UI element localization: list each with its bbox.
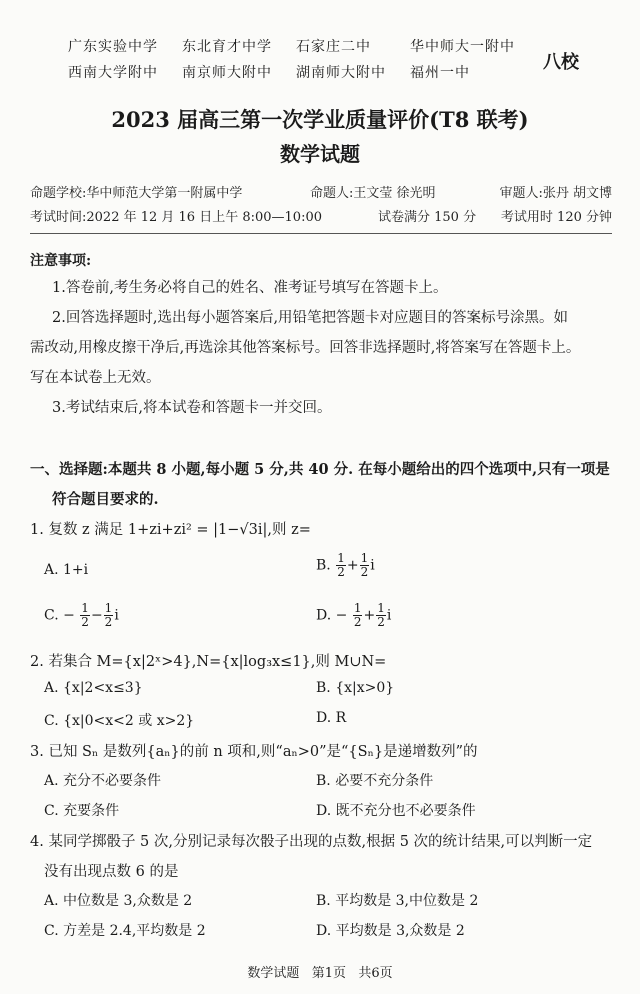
header-divider — [30, 233, 612, 234]
school-name: 南京师大附中 — [182, 65, 272, 81]
school-list-row-2 — [68, 62, 470, 82]
fraction — [360, 552, 370, 579]
numerator: 1 — [353, 601, 362, 615]
school-name: 湖南师大附中 — [296, 65, 386, 81]
numerator: 1 — [104, 601, 113, 615]
question-stem: 2. 若集合 M={x|2ˣ>4},N={x|log₃x≤1},则 M∪N= — [30, 654, 387, 670]
meta-duration: 考试用时 120 分钟 — [500, 210, 612, 225]
option-label: C. − — [44, 607, 75, 624]
option-d: D. 既不充分也不必要条件 — [316, 803, 476, 819]
numerator: 1 — [337, 551, 345, 565]
school-name: 石家庄二中 — [296, 39, 371, 55]
exam-title: 2023 届高三第一次学业质量评价(T8 联考) — [111, 107, 529, 132]
note-item: 2.回答选择题时,选出每小题答案后,用铅笔把答题卡对应题目的答案标号涂黑。如 — [52, 310, 569, 326]
operator: − — [90, 607, 103, 624]
question-stem: 没有出现点数 6 的是 — [44, 864, 179, 880]
meta-full-score: 试卷满分 150 分 — [378, 210, 477, 225]
option-a: A. 充分不必要条件 — [44, 773, 162, 789]
group-label: 八校 — [543, 52, 579, 73]
imaginary-unit: i — [370, 557, 375, 574]
note-item: 需改动,用橡皮擦干净后,再选涂其他答案标号。回答非选择题时,将答案写在答题卡上。 — [30, 340, 581, 356]
school-name: 东北育才中学 — [182, 39, 272, 55]
section-heading: 符合题目要求的. — [52, 491, 159, 508]
denominator: 2 — [104, 615, 113, 629]
option-b — [316, 552, 375, 579]
option-d: D. R — [316, 710, 347, 726]
school-name: 福州一中 — [410, 65, 470, 81]
option-b: B. 平均数是 3,中位数是 2 — [316, 893, 479, 909]
fraction — [376, 602, 386, 629]
school-name: 广东实验中学 — [68, 39, 158, 55]
imaginary-unit: i — [386, 607, 392, 624]
meta-exam-time: 考试时间:2022 年 12 月 16 日上午 8:00—10:00 — [30, 210, 322, 225]
notes-heading: 注意事项: — [30, 253, 92, 269]
denominator: 2 — [360, 565, 369, 579]
numerator: 1 — [81, 601, 89, 615]
fraction — [336, 552, 346, 579]
denominator: 2 — [337, 565, 345, 579]
meta-writers: 命题人:王文莹 徐光明 — [310, 186, 436, 201]
school-name: 西南大学附中 — [68, 65, 158, 81]
section-heading: 一、选择题:本题共 8 小题,每小题 5 分,共 40 分. 在每小题给出的四个选项中,只有一项是 — [30, 461, 610, 478]
option-d — [316, 602, 391, 629]
option-c: C. 充要条件 — [44, 803, 120, 819]
option-a: A. 1+i — [44, 562, 89, 578]
question-stem: 1. 复数 z 满足 1+zi+zi² = |1−√3i|,则 z= — [30, 522, 311, 538]
operator: + — [363, 607, 376, 624]
school-list-row-1 — [68, 36, 515, 56]
school-name: 华中师大一附中 — [410, 39, 515, 55]
fraction — [80, 602, 90, 629]
operator: + — [346, 557, 359, 574]
question-stem: 3. 已知 Sₙ 是数列{aₙ}的前 n 项和,则“aₙ>0”是“{Sₙ}是递增数列”的 — [30, 744, 478, 760]
option-b: B. 必要不充分条件 — [316, 773, 434, 789]
question-stem: 4. 某同学掷骰子 5 次,分别记录每次骰子出现的点数,根据 5 次的统计结果,可以判断一定 — [30, 834, 593, 850]
option-a: A. 中位数是 3,众数是 2 — [44, 893, 193, 909]
meta-school: 命题学校:华中师范大学第一附属中学 — [30, 186, 243, 201]
exam-subtitle: 数学试题 — [280, 142, 360, 166]
note-item: 写在本试卷上无效。 — [30, 370, 161, 386]
fraction — [353, 602, 363, 629]
imaginary-unit: i — [114, 607, 119, 624]
numerator: 1 — [360, 551, 369, 565]
denominator: 2 — [81, 615, 89, 629]
option-a: A. {x|2<x≤3} — [44, 680, 143, 696]
denominator: 2 — [353, 615, 362, 629]
page-footer: 数学试题 第1页 共6页 — [247, 966, 393, 981]
meta-reviewers: 审题人:张丹 胡文博 — [499, 186, 612, 201]
option-c — [44, 602, 119, 629]
numerator: 1 — [377, 601, 385, 615]
option-label: B. — [316, 557, 331, 574]
option-d: D. 平均数是 3,众数是 2 — [316, 923, 465, 939]
note-item: 1.答卷前,考生务必将自己的姓名、准考证号填写在答题卡上。 — [52, 280, 448, 296]
option-c: C. {x|0<x<2 或 x>2} — [44, 713, 195, 729]
option-label: D. − — [316, 607, 348, 624]
denominator: 2 — [377, 615, 385, 629]
note-item: 3.考试结束后,将本试卷和答题卡一并交回。 — [52, 400, 332, 416]
option-c: C. 方差是 2.4,平均数是 2 — [44, 923, 206, 939]
option-b: B. {x|x>0} — [316, 680, 395, 696]
fraction — [104, 602, 114, 629]
